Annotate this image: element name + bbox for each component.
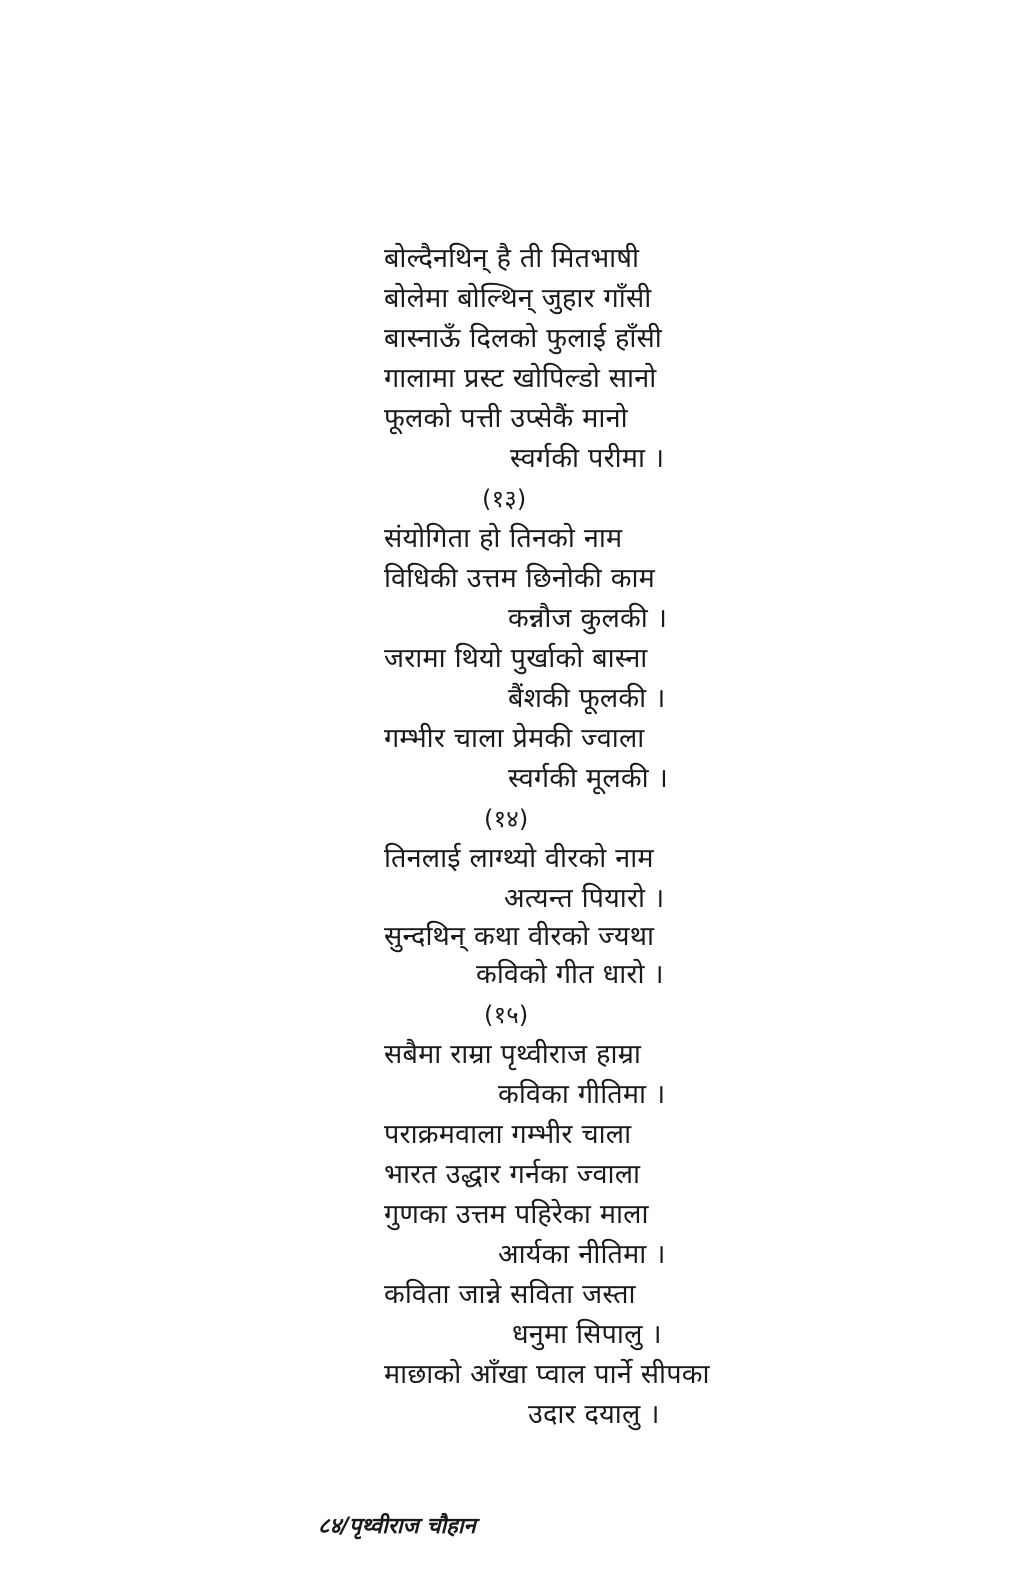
poem-line: तिनलाई लाग्थ्यो वीरको नाम — [384, 843, 654, 874]
poem-line: पराक्रमवाला गम्भीर चाला — [384, 1119, 632, 1150]
poem-line: स्वर्गकी मूलकी । — [508, 763, 669, 794]
poem-line: बोल्दैनथिन् है ती मितभाषी — [384, 243, 640, 274]
poem-line: गुणका उत्तम पहिरेका माला — [384, 1199, 649, 1230]
poem-line: कन्नौज कुलकी । — [508, 603, 668, 634]
poem-line: गम्भीर चाला प्रेमकी ज्वाला — [384, 723, 645, 754]
poem-line: माछाको आँखा प्वाल पार्ने सीपका — [384, 1359, 710, 1390]
poem-line: बैंशकी फूलकी । — [508, 683, 666, 714]
poem-line: कविका गीतिमा । — [498, 1079, 666, 1110]
poem-line: स्वर्गकी परीमा । — [510, 443, 665, 474]
poem-line: संयोगिता हो तिनको नाम — [384, 523, 623, 554]
poem-line: बास्नाऊँ दिलको फुलाई हाँसी — [384, 323, 662, 354]
stanza-number: (१५) — [484, 1001, 529, 1029]
poem-line: अत्यन्त पियारो । — [504, 883, 665, 914]
poem-line: सबैमा राम्रा पृथ्वीराज हाम्रा — [384, 1039, 642, 1070]
poem-line: विधिकी उत्तम छिनोकी काम — [384, 563, 655, 594]
poem-line: उदार दयालु । — [528, 1399, 660, 1430]
stanza-number: (१४) — [484, 805, 529, 833]
poem-line: कविको गीत धारो । — [476, 959, 664, 990]
stanza-number: (१३) — [482, 485, 527, 513]
poem-line: सुन्दथिन् कथा वीरको ज्यथा — [384, 921, 655, 952]
poem-line: बोलेमा बोल्थिन् जुहार गाँसी — [384, 283, 652, 314]
page-footer: ८४/पृथ्वीराज चौहान — [318, 1514, 476, 1539]
poem-line: धनुमा सिपालु । — [512, 1319, 662, 1350]
poem-line: जरामा थियो पुर्खाको बास्ना — [384, 643, 648, 674]
poem-line: गालामा प्रस्ट खोपिल्डो सानो — [384, 363, 657, 394]
poem-line: आर्यका नीतिमा । — [498, 1239, 666, 1270]
poem-line: कविता जान्ने सविता जस्ता — [384, 1279, 636, 1310]
poem-line: भारत उद्धार गर्नका ज्वाला — [384, 1159, 641, 1190]
poem-line: फूलको पत्ती उप्सेकैं मानो — [384, 403, 628, 434]
